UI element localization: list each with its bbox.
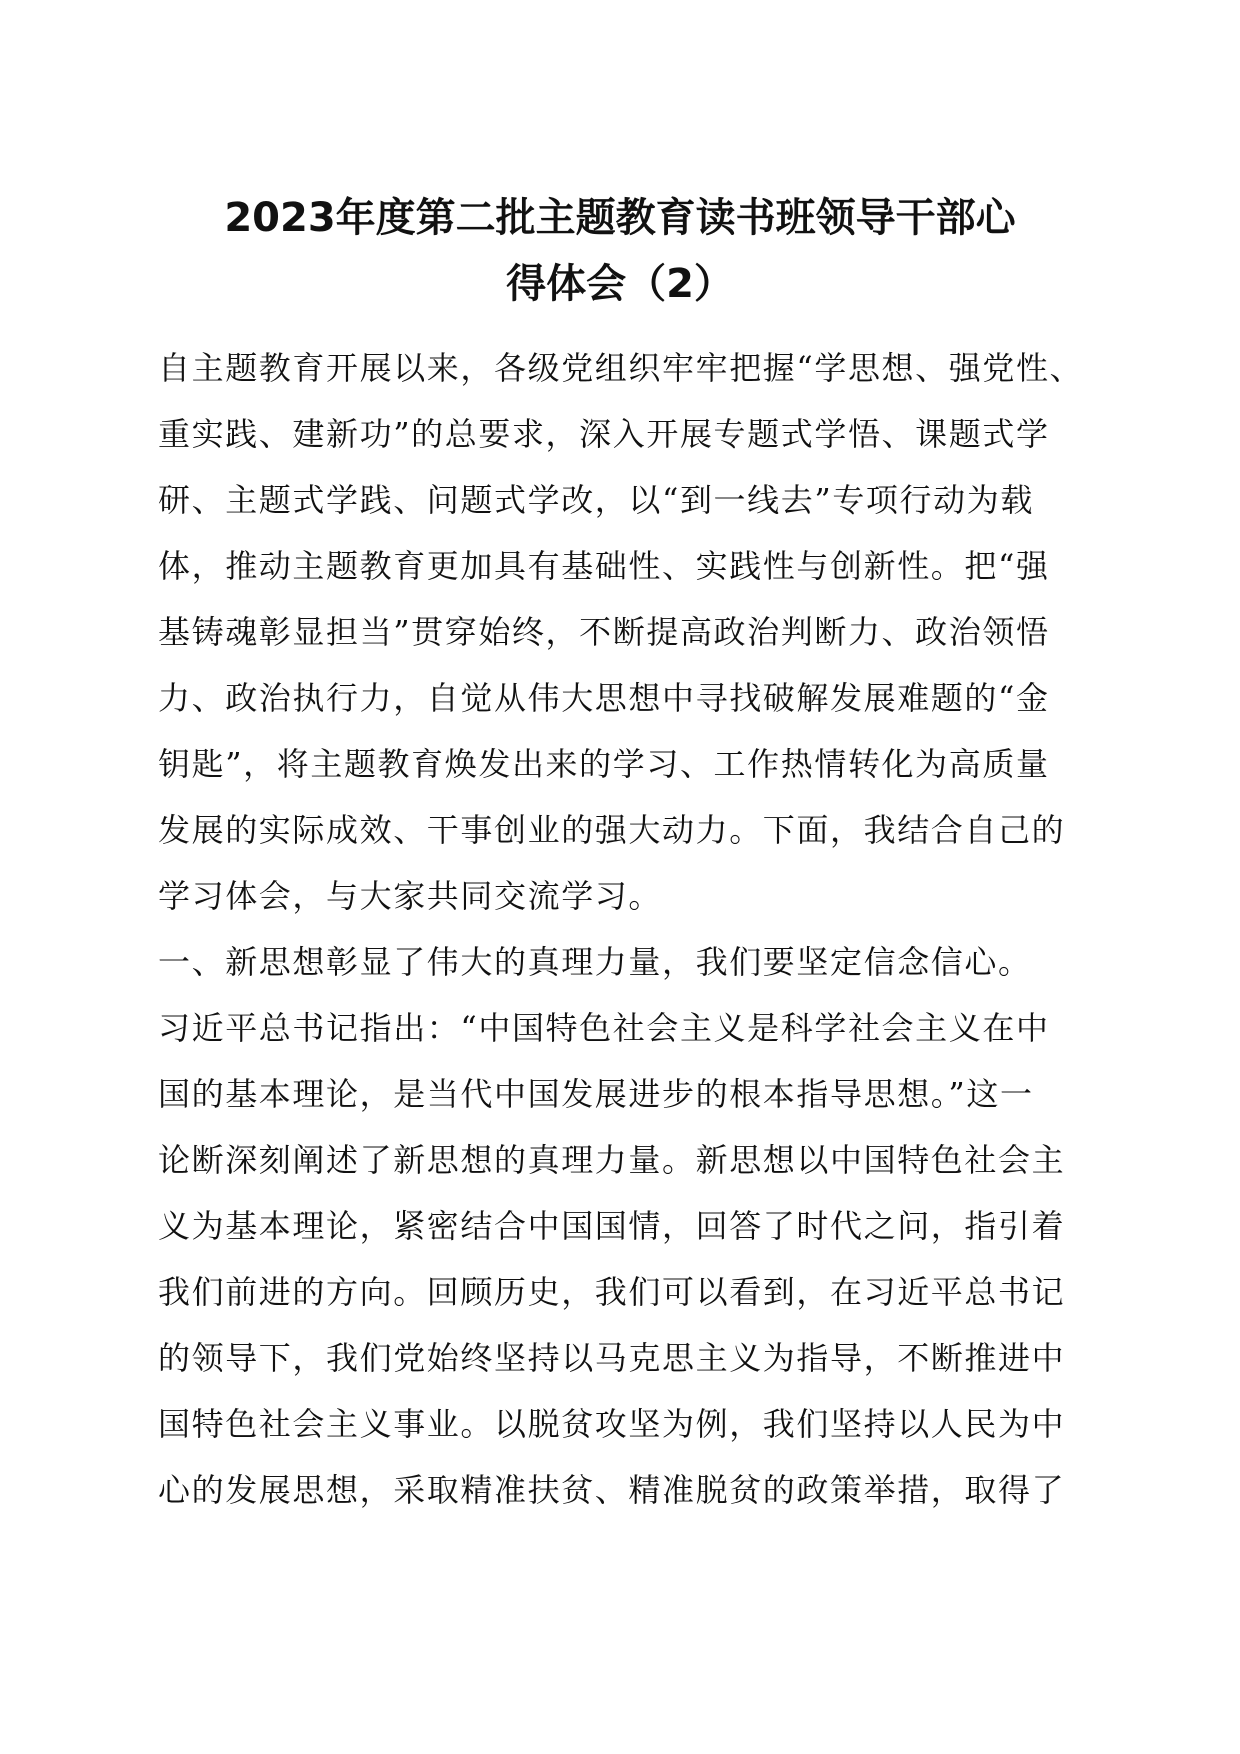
body-text-line: 的领导下，我们党始终坚持以马克思主义为指导，不断推进中	[158, 1339, 1066, 1377]
body-text-line: 钥匙”，将主题教育焕发出来的学习、工作热情转化为高质量	[158, 745, 1050, 783]
body-text-line: 自主题教育开展以来，各级党组织牢牢把握“学思想、强党性、	[158, 349, 1084, 387]
body-text-line: 基铸魂彰显担当”贯穿始终，不断提高政治判断力、政治领悟	[158, 613, 1050, 651]
body-text-line: 重实践、建新功”的总要求，深入开展专题式学悟、课题式学	[158, 415, 1050, 453]
body-text-line: 心的发展思想，采取精准扶贫、精准脱贫的政策举措，取得了	[158, 1471, 1066, 1509]
body-text-line: 力、政治执行力，自觉从伟大思想中寻找破解发展难题的“金	[158, 679, 1050, 717]
body-text-line: 论断深刻阐述了新思想的真理力量。新思想以中国特色社会主	[158, 1141, 1066, 1179]
document-title-line-1: 2023年度第二批主题教育读书班领导干部心	[224, 195, 1016, 241]
body-text-line: 发展的实际成效、干事创业的强大动力。下面，我结合自己的	[158, 811, 1066, 849]
body-text-line: 研、主题式学践、问题式学改，以“到一线去”专项行动为载	[158, 481, 1034, 519]
body-text-line: 国的基本理论，是当代中国发展进步的根本指导思想。”这一	[158, 1075, 1034, 1113]
body-text-line: 义为基本理论，紧密结合中国国情，回答了时代之问，指引着	[158, 1207, 1066, 1245]
body-text-line: 国特色社会主义事业。以脱贫攻坚为例，我们坚持以人民为中	[158, 1405, 1066, 1443]
body-text-line: 习近平总书记指出：“中国特色社会主义是科学社会主义在中	[158, 1009, 1050, 1047]
body-text-line: 我们前进的方向。回顾历史，我们可以看到，在习近平总书记	[158, 1273, 1066, 1311]
section-heading-1: 一、新思想彰显了伟大的真理力量，我们要坚定信念信心。	[158, 943, 1032, 981]
body-text-line: 学习体会，与大家共同交流学习。	[158, 877, 663, 915]
body-text-line: 体，推动主题教育更加具有基础性、实践性与创新性。把“强	[158, 547, 1050, 585]
document-title-line-2: 得体会（2）	[506, 261, 734, 307]
